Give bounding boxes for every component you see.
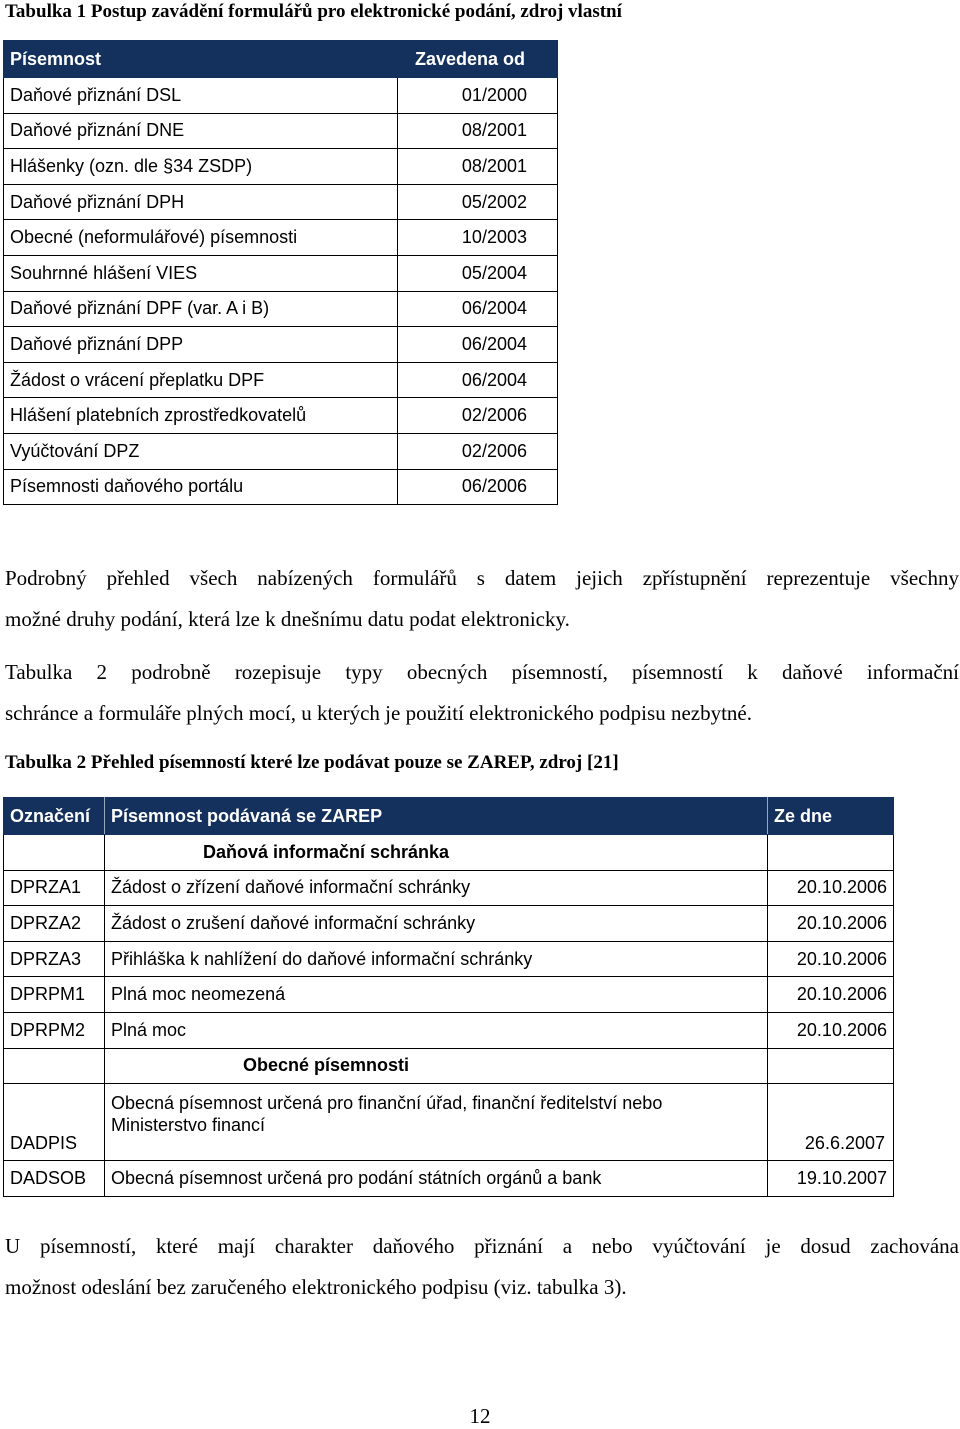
document-cell: Plná moc neomezená [105, 977, 768, 1013]
table-row [4, 941, 894, 977]
code-cell: DPRPM2 [4, 1012, 105, 1048]
date-cell: 02/2006 [398, 398, 558, 434]
table-row [4, 291, 558, 327]
section-spacer [4, 1048, 105, 1084]
document-cell: Daňové přiznání DPH [4, 184, 398, 220]
table-header-row [4, 41, 558, 78]
table-row [4, 398, 558, 434]
table-row [4, 184, 558, 220]
paragraph-line: možnost odeslání bez zaručeného elektronického podpisu (viz. tabulka 3). [5, 1275, 627, 1299]
document-cell: Daňové přiznání DPP [4, 327, 398, 363]
table-row [4, 906, 894, 942]
forms-introduction-table [3, 40, 558, 505]
date-cell: 20.10.2006 [768, 870, 894, 906]
date-cell: 26.6.2007 [768, 1084, 894, 1161]
document-cell: Daňové přiznání DSL [4, 78, 398, 114]
table-row [4, 1084, 894, 1161]
table-row [4, 1012, 894, 1048]
page-number: 12 [469, 1404, 491, 1428]
section-spacer [768, 1048, 894, 1084]
document-cell: Přihláška k nahlížení do daňové informační schránky [105, 941, 768, 977]
table-row [4, 1161, 894, 1197]
date-cell: 06/2004 [398, 327, 558, 363]
document-cell: Hlášení platebních zprostředkovatelů [4, 398, 398, 434]
table-row [4, 327, 558, 363]
header-date: Ze dne [768, 798, 894, 835]
paragraph-line: Podrobný přehled všech nabízených formulářů s datem jejich zpřístupnění reprezentuje všechny [5, 566, 959, 590]
date-cell: 01/2000 [398, 78, 558, 114]
date-cell: 02/2006 [398, 433, 558, 469]
table-row [4, 113, 558, 149]
paragraph-table2-intro [5, 652, 959, 734]
header-introduced-since: Zavedena od [398, 41, 558, 78]
date-cell: 20.10.2006 [768, 941, 894, 977]
paragraph-line: možné druhy podání, která lze k dnešnímu datu podat elektronicky. [5, 607, 570, 631]
document-cell: Daňové přiznání DPF (var. A i B) [4, 291, 398, 327]
header-document: Písemnost [4, 41, 398, 78]
document-cell: Obecná písemnost určená pro finanční úřad, finanční ředitelství nebo Ministerstvo financí [105, 1084, 768, 1161]
document-cell: Daňové přiznání DNE [4, 113, 398, 149]
date-cell: 06/2004 [398, 362, 558, 398]
date-cell: 20.10.2006 [768, 977, 894, 1013]
table-row [4, 220, 558, 256]
date-cell: 08/2001 [398, 149, 558, 185]
section-title-tax-mailbox [105, 835, 768, 871]
paragraph-line: Tabulka 2 podrobně rozepisuje typy obecných písemností, písemností k daňové informační [5, 660, 959, 684]
table1-caption: Tabulka 1 Postup zavádění formulářů pro elektronické podání, zdroj vlastní [5, 1, 622, 22]
zarep-documents-table [3, 797, 894, 1197]
code-cell: DPRZA1 [4, 870, 105, 906]
date-cell: 05/2002 [398, 184, 558, 220]
table-header-row [4, 798, 894, 835]
date-cell: 10/2003 [398, 220, 558, 256]
header-document: Písemnost podávaná se ZAREP [105, 798, 768, 835]
table-row [4, 362, 558, 398]
document-cell: Žádost o zrušení daňové informační schránky [105, 906, 768, 942]
table2-caption: Tabulka 2 Přehled písemností které lze podávat pouze se ZAREP, zdroj [21] [5, 752, 619, 773]
section-title-text: Obecné písemnosti [242, 1055, 410, 1076]
code-cell: DADPIS [4, 1084, 105, 1161]
date-cell: 05/2004 [398, 255, 558, 291]
table-row [4, 977, 894, 1013]
table-row [4, 78, 558, 114]
table-row [4, 149, 558, 185]
table-row [4, 433, 558, 469]
header-code: Označení [4, 798, 105, 835]
section-spacer [768, 835, 894, 871]
document-cell: Vyúčtování DPZ [4, 433, 398, 469]
paragraph-line: U písemností, které mají charakter daňového přiznání a nebo vyúčtování je dosud zachována [5, 1234, 959, 1258]
paragraph-closing [5, 1226, 959, 1308]
document-cell: Plná moc [105, 1012, 768, 1048]
section-row [4, 835, 894, 871]
date-cell: 06/2006 [398, 469, 558, 505]
paragraph-overview [5, 558, 959, 640]
code-cell: DPRPM1 [4, 977, 105, 1013]
document-cell: Písemnosti daňového portálu [4, 469, 398, 505]
date-cell: 08/2001 [398, 113, 558, 149]
document-cell: Souhrnné hlášení VIES [4, 255, 398, 291]
section-row [4, 1048, 894, 1084]
code-cell: DPRZA3 [4, 941, 105, 977]
date-cell: 06/2004 [398, 291, 558, 327]
table-row [4, 469, 558, 505]
date-cell: 20.10.2006 [768, 1012, 894, 1048]
section-spacer [4, 835, 105, 871]
document-cell: Hlášenky (ozn. dle §34 ZSDP) [4, 149, 398, 185]
document-cell: Žádost o vrácení přeplatku DPF [4, 362, 398, 398]
section-title-text: Daňová informační schránka [202, 841, 450, 862]
section-title-general-documents [105, 1048, 768, 1084]
code-cell: DPRZA2 [4, 906, 105, 942]
code-cell: DADSOB [4, 1161, 105, 1197]
table-row [4, 870, 894, 906]
document-cell: Obecná písemnost určená pro podání státních orgánů a bank [105, 1161, 768, 1197]
document-cell: Obecné (neformulářové) písemnosti [4, 220, 398, 256]
paragraph-line: schránce a formuláře plných mocí, u kterých je použití elektronického podpisu nezbytné. [5, 701, 752, 725]
date-cell: 19.10.2007 [768, 1161, 894, 1197]
table-row [4, 255, 558, 291]
document-cell: Žádost o zřízení daňové informační schránky [105, 870, 768, 906]
date-cell: 20.10.2006 [768, 906, 894, 942]
